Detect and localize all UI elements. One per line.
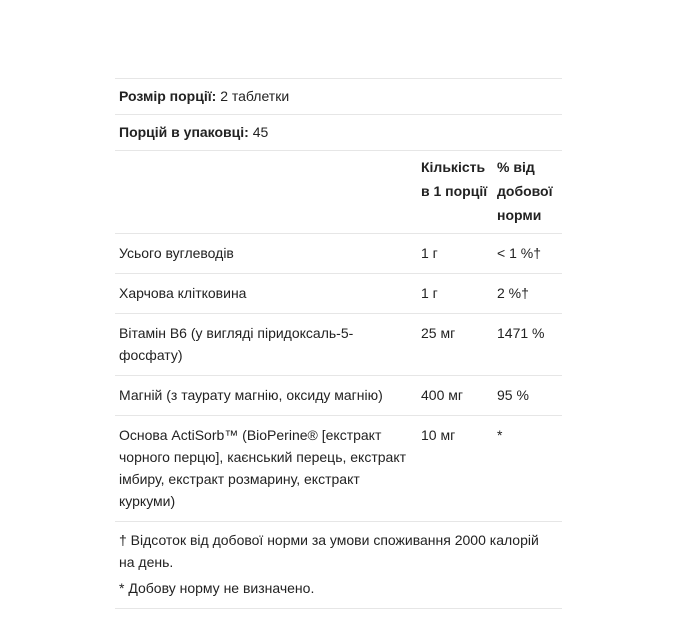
nutrient-amount: 10 мг (421, 427, 456, 443)
nutrient-name: Харчова клітковина (119, 285, 247, 301)
nutrient-amount: 1 г (421, 245, 438, 261)
nutrient-amount: 25 мг (421, 325, 456, 341)
column-header-row (115, 150, 562, 233)
table-row (115, 415, 562, 521)
nutrient-name: Магній (з таурату магнію, оксиду магнію) (119, 387, 383, 403)
footnotes (115, 521, 562, 609)
table-row (115, 375, 562, 415)
table-row (115, 313, 562, 375)
nutrient-name: Вітамін B6 (у вигляді піридоксаль-5-фосфату) (119, 325, 354, 363)
servings-per-container-value: 45 (252, 124, 269, 140)
table-row (115, 273, 562, 313)
daily-value-column-header: % від добової норми (497, 159, 553, 223)
supplement-facts-table (115, 78, 562, 609)
footnote-dagger: † Відсоток від добової норми за умови споживання 2000 калорій на день. (119, 532, 539, 570)
footnote-asterisk: * Добову норму не визначено. (119, 580, 315, 596)
servings-per-container-row (115, 114, 562, 150)
nutrient-daily-value: 2 %† (497, 285, 529, 301)
nutrient-daily-value: * (497, 427, 503, 443)
nutrient-daily-value: < 1 %† (497, 245, 541, 261)
nutrient-amount: 1 г (421, 285, 438, 301)
nutrient-amount: 400 мг (421, 387, 463, 403)
amount-column-header: Кількість в 1 порції (421, 159, 488, 199)
serving-size-label: Розмір порції: (119, 88, 217, 104)
nutrient-name: Основа ActiSorb™ (BioPerine® [екстракт чорного перцю], каєнський перець, екстракт імбиру, екстракт розмарину, екстракт куркуми) (119, 427, 407, 509)
nutrient-daily-value: 1471 % (497, 325, 545, 341)
servings-per-container-label: Порцій в упаковці: (119, 124, 249, 140)
nutrient-name: Усього вуглеводів (119, 245, 234, 261)
nutrient-daily-value: 95 % (497, 387, 529, 403)
table-row (115, 233, 562, 273)
serving-size-value: 2 таблетки (220, 88, 290, 104)
serving-size-row (115, 78, 562, 114)
